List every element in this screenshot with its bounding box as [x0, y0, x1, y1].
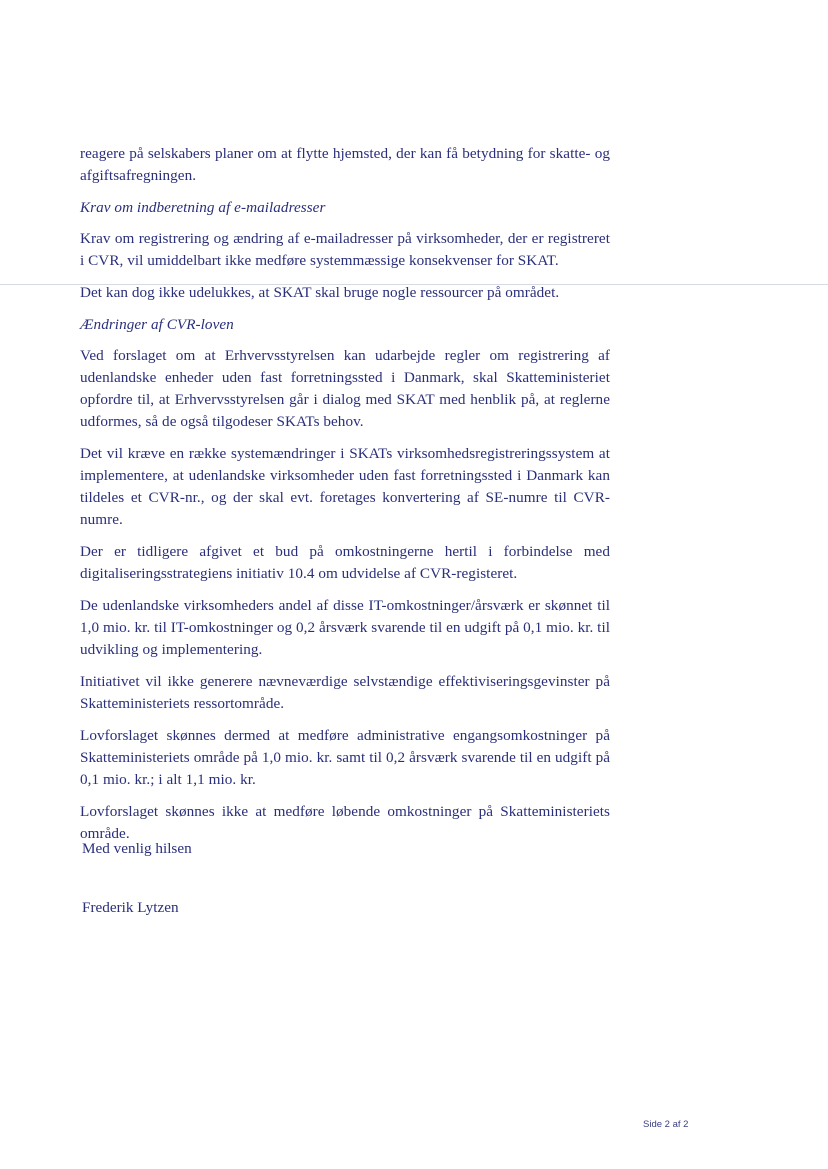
page-number: Side 2 af 2 — [643, 1119, 689, 1130]
closing-greeting: Med venlig hilsen — [82, 840, 192, 857]
paragraph: Det kan dog ikke udelukkes, at SKAT skal bruge nogle ressourcer på området. — [80, 284, 560, 301]
section-heading-cvr: Ændringer af CVR-loven — [80, 316, 234, 333]
paragraph: reagere på selskabers planer om at flytte hjemsted, der kan få betydning for skatte- og afgiftsafregningen. — [80, 145, 610, 184]
paragraph: Det vil kræve en række systemændringer i SKATs virksomhedsregistreringssystem at implementere, at udenlandske virksomheder uden fast forretningssted i Danmark kan tildeles et CVR-nr., og der skal evt. foretages konvertering af SE-numre til CVR-numre. — [80, 445, 610, 528]
paragraph: Ved forslaget om at Erhvervsstyrelsen kan udarbejde regler om registrering af udenlandske enheder uden fast forretningssted i Danmark, skal Skatteministeriet opfordre til, at Erhvervsstyrelsen går i dialog med SKAT med henblik på, at reglerne udformes, så de også tilgodeser SKATs behov. — [80, 347, 610, 430]
paragraph: De udenlandske virksomheders andel af disse IT-omkostninger/årsværk er skønnet til 1,0 mio. kr. til IT-omkostninger og 0,2 årsværk svarende til en udgift på 0,1 mio. kr. til udvikling og implementering. — [80, 597, 610, 658]
paragraph: Lovforslaget skønnes dermed at medføre administrative engangsomkostninger på Skatteministeriets område på 1,0 mio. kr. samt til 0,2 årsværk svarende til en udgift på 0,1 mio. kr.; i alt 1,1 mio. kr. — [80, 727, 610, 788]
paragraph: Krav om registrering og ændring af e-mailadresser på virksomheder, der er registreret i CVR, vil umiddelbart ikke medføre systemmæssige konsekvenser for SKAT. — [80, 230, 610, 269]
letter-body — [80, 143, 610, 855]
signature-name: Frederik Lytzen — [82, 899, 179, 916]
paragraph: Der er tidligere afgivet et bud på omkostningerne hertil i forbindelse med digitaliseringsstrategiens initiativ 10.4 om udvidelse af CVR-registeret. — [80, 543, 610, 582]
paragraph: Initiativet vil ikke generere nævneværdige selvstændige effektiviseringsgevinster på Skatteministeriets ressortområde. — [80, 673, 610, 712]
paragraph: Lovforslaget skønnes ikke at medføre løbende omkostninger på Skatteministeriets område. — [80, 803, 610, 842]
section-heading-email: Krav om indberetning af e-mailadresser — [80, 199, 326, 216]
